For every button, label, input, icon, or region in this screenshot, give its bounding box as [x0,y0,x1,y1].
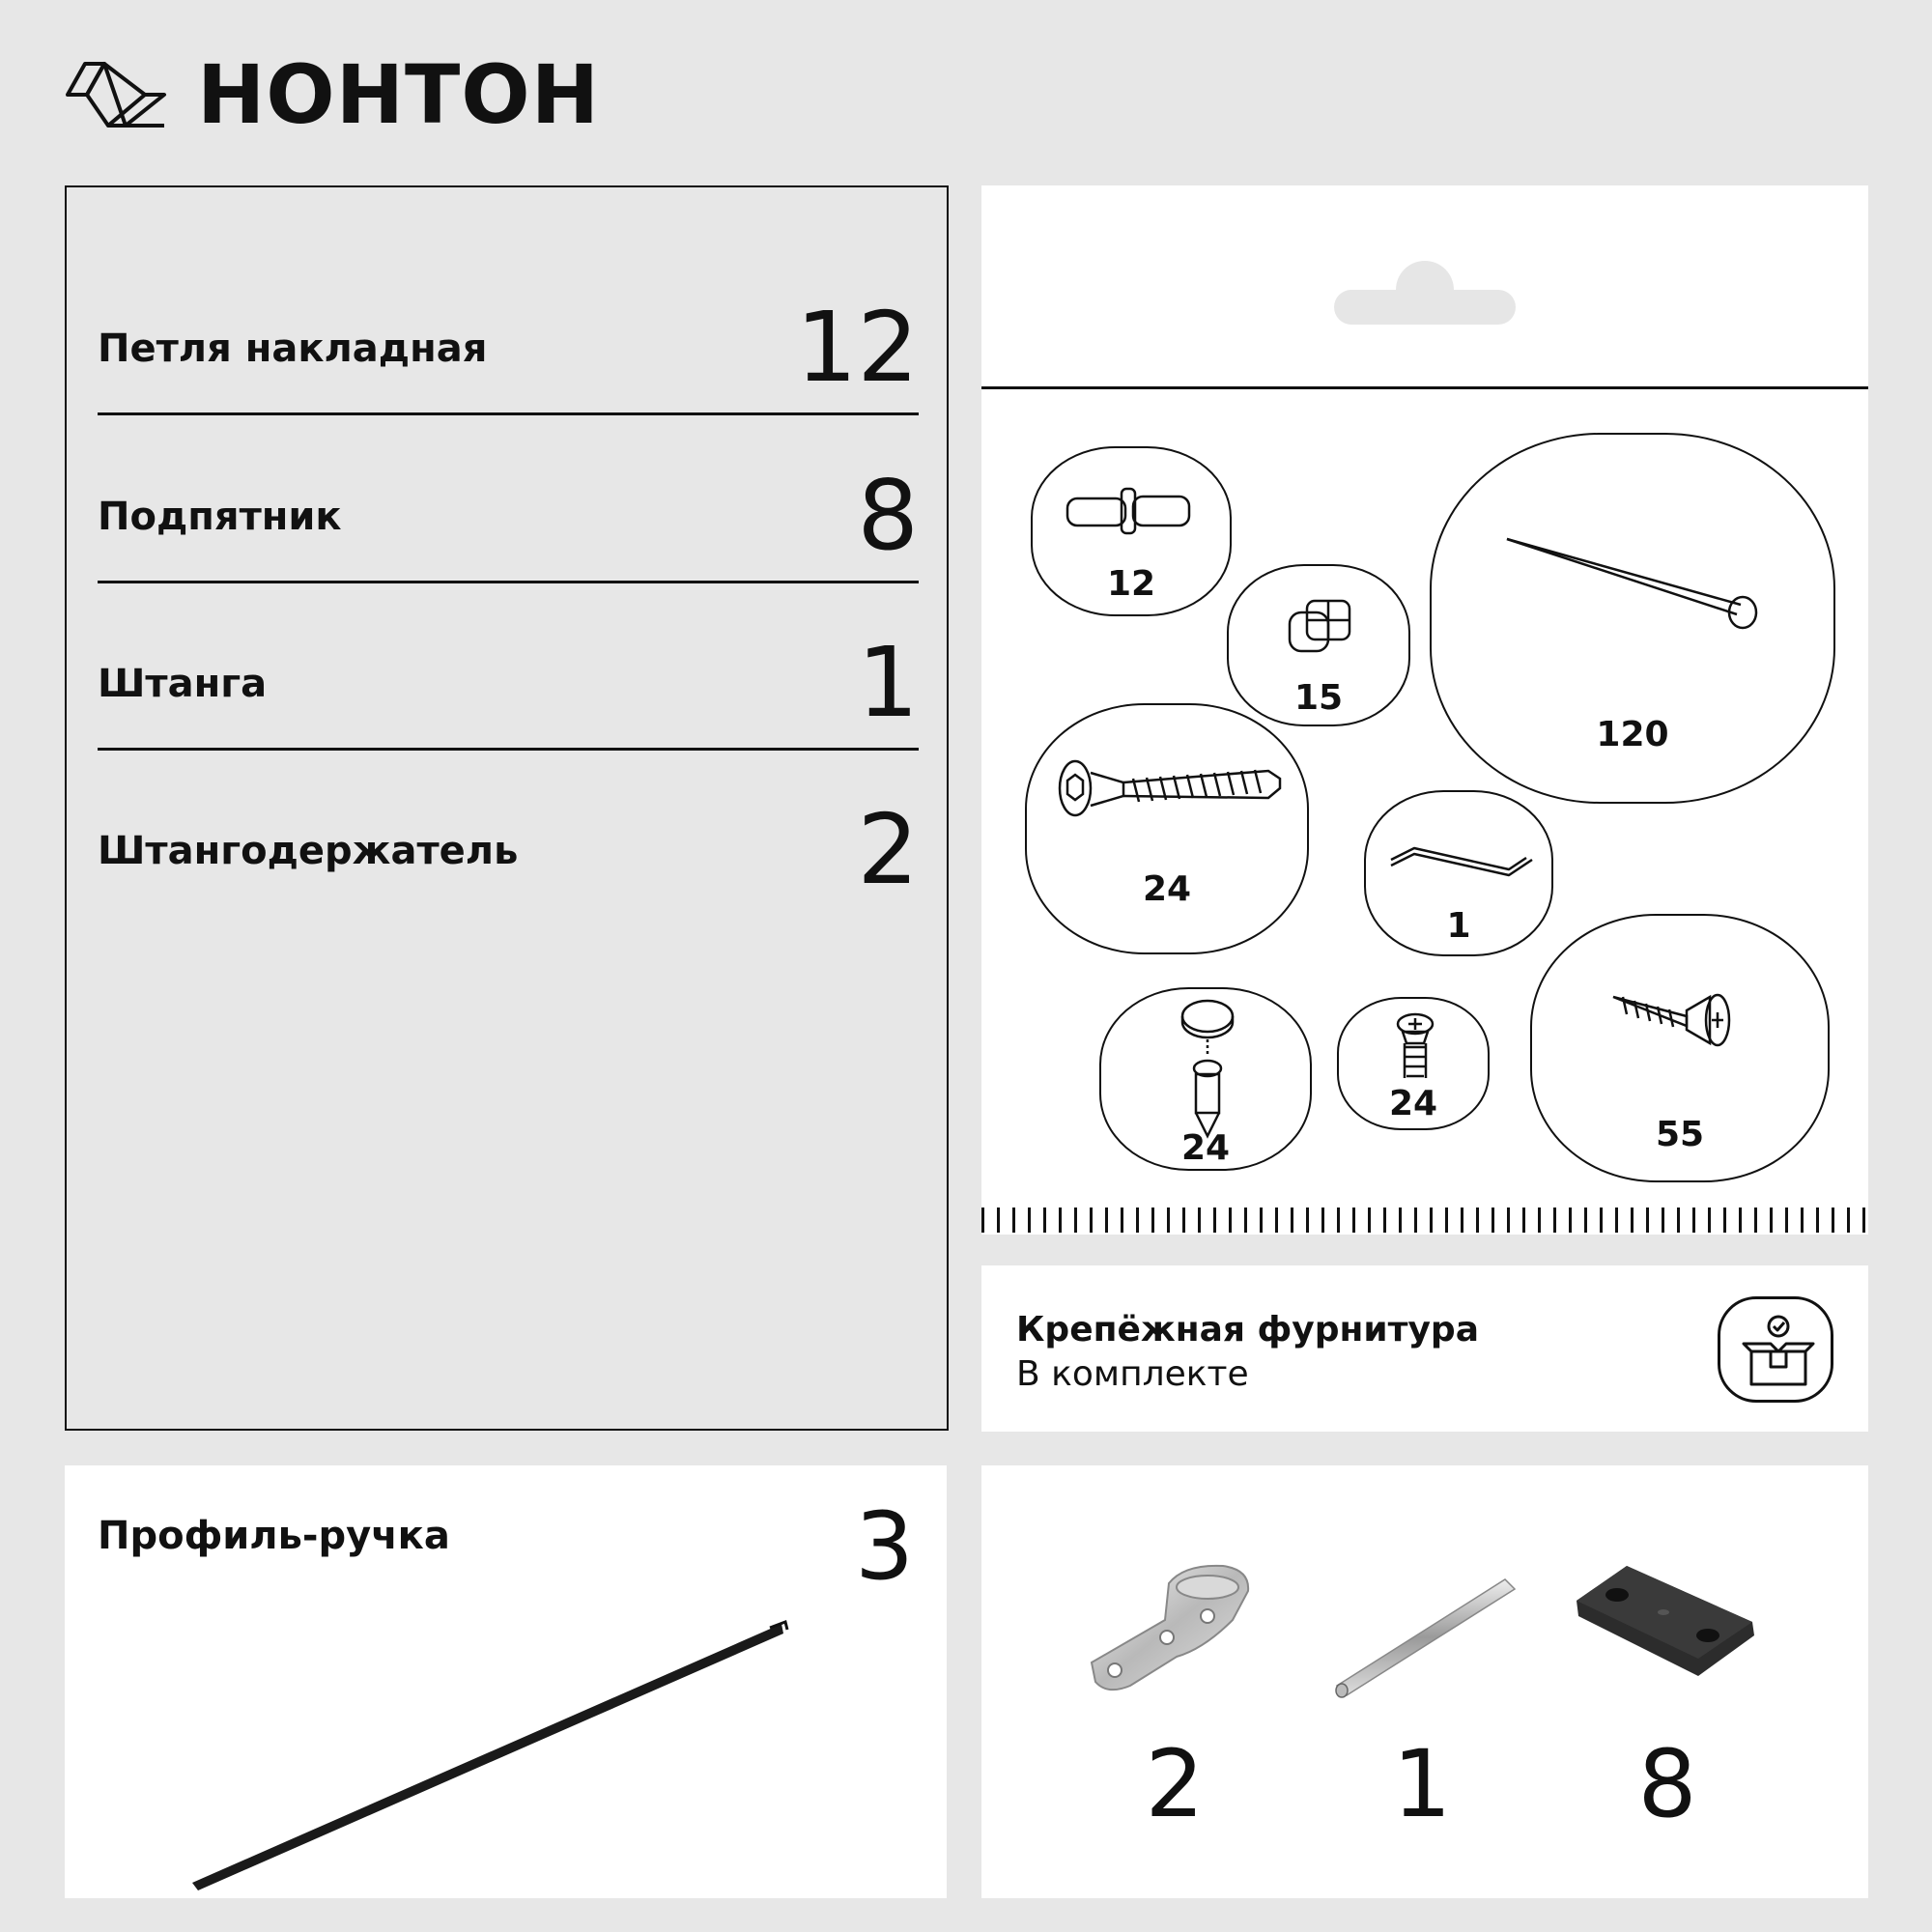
fastener-pack [981,185,1868,1235]
extra-qty: 8 [1637,1730,1697,1838]
part-count: 24 [1388,1084,1438,1123]
part-count: 24 [1180,1128,1231,1168]
item-label: Штанга [98,662,268,706]
profile-handle-card [65,1465,947,1898]
pack-seal-line [981,386,1868,389]
rod-holder-icon [1088,1562,1262,1697]
euro-screw-icon [1381,1010,1449,1088]
cam-bolt-icon [1169,995,1246,1140]
brand-name: НОНТОН [197,47,601,142]
item-qty: 2 [857,793,919,906]
list-item [98,249,919,415]
list-item [98,584,919,751]
wood-screw-icon [1609,983,1745,1051]
profile-handle-qty: 3 [855,1492,915,1601]
part-confirmat [1025,703,1309,954]
contents-list [65,185,949,1431]
item-label: Штангодержатель [98,829,519,873]
nail-icon [1499,531,1770,647]
confirmat-screw-icon [1056,744,1288,831]
hardware-title: Крепёжная фурнитура [1016,1310,1479,1350]
part-count: 12 [1106,564,1156,604]
package-check-icon [1718,1296,1833,1403]
perforation-edge [981,1208,1868,1233]
brand-logo [64,47,601,142]
part-hex-key [1364,790,1553,956]
part-count: 15 [1293,678,1344,718]
profile-handle-label: Профиль-ручка [98,1514,450,1558]
part-shelf-pin [1031,446,1232,616]
profile-handle-icon [190,1620,828,1890]
part-anchor [1227,564,1410,726]
extra-qty: 2 [1145,1730,1205,1838]
brand-logo-icon [64,56,168,133]
list-item [98,417,919,583]
hardware-info-card [981,1265,1868,1432]
part-nail [1430,433,1835,804]
divider [98,412,919,415]
item-label: Петля накладная [98,327,488,371]
part-count: 120 [1596,715,1669,754]
hex-key-icon [1385,831,1540,889]
item-label: Подпятник [98,495,342,539]
extras-card [981,1465,1868,1898]
item-qty: 8 [857,459,919,572]
item-qty: 12 [795,291,919,404]
part-euro-screw [1337,997,1490,1130]
extra-qty: 1 [1392,1730,1452,1838]
part-cam-bolt [1099,987,1312,1171]
divider [98,581,919,583]
rod-icon [1329,1572,1522,1707]
foot-pad-icon [1573,1562,1766,1688]
plastic-anchor-icon [1282,593,1359,661]
hardware-subtitle: В комплекте [1016,1354,1249,1394]
list-item [98,752,919,918]
part-count: 24 [1142,869,1192,909]
item-qty: 1 [857,626,919,739]
part-count: 55 [1655,1115,1705,1154]
shelf-support-pin-icon [1062,477,1197,545]
part-count: 1 [1446,906,1471,946]
hanger-hole-icon [1317,253,1533,325]
divider [98,748,919,751]
part-wood-screw [1530,914,1830,1182]
